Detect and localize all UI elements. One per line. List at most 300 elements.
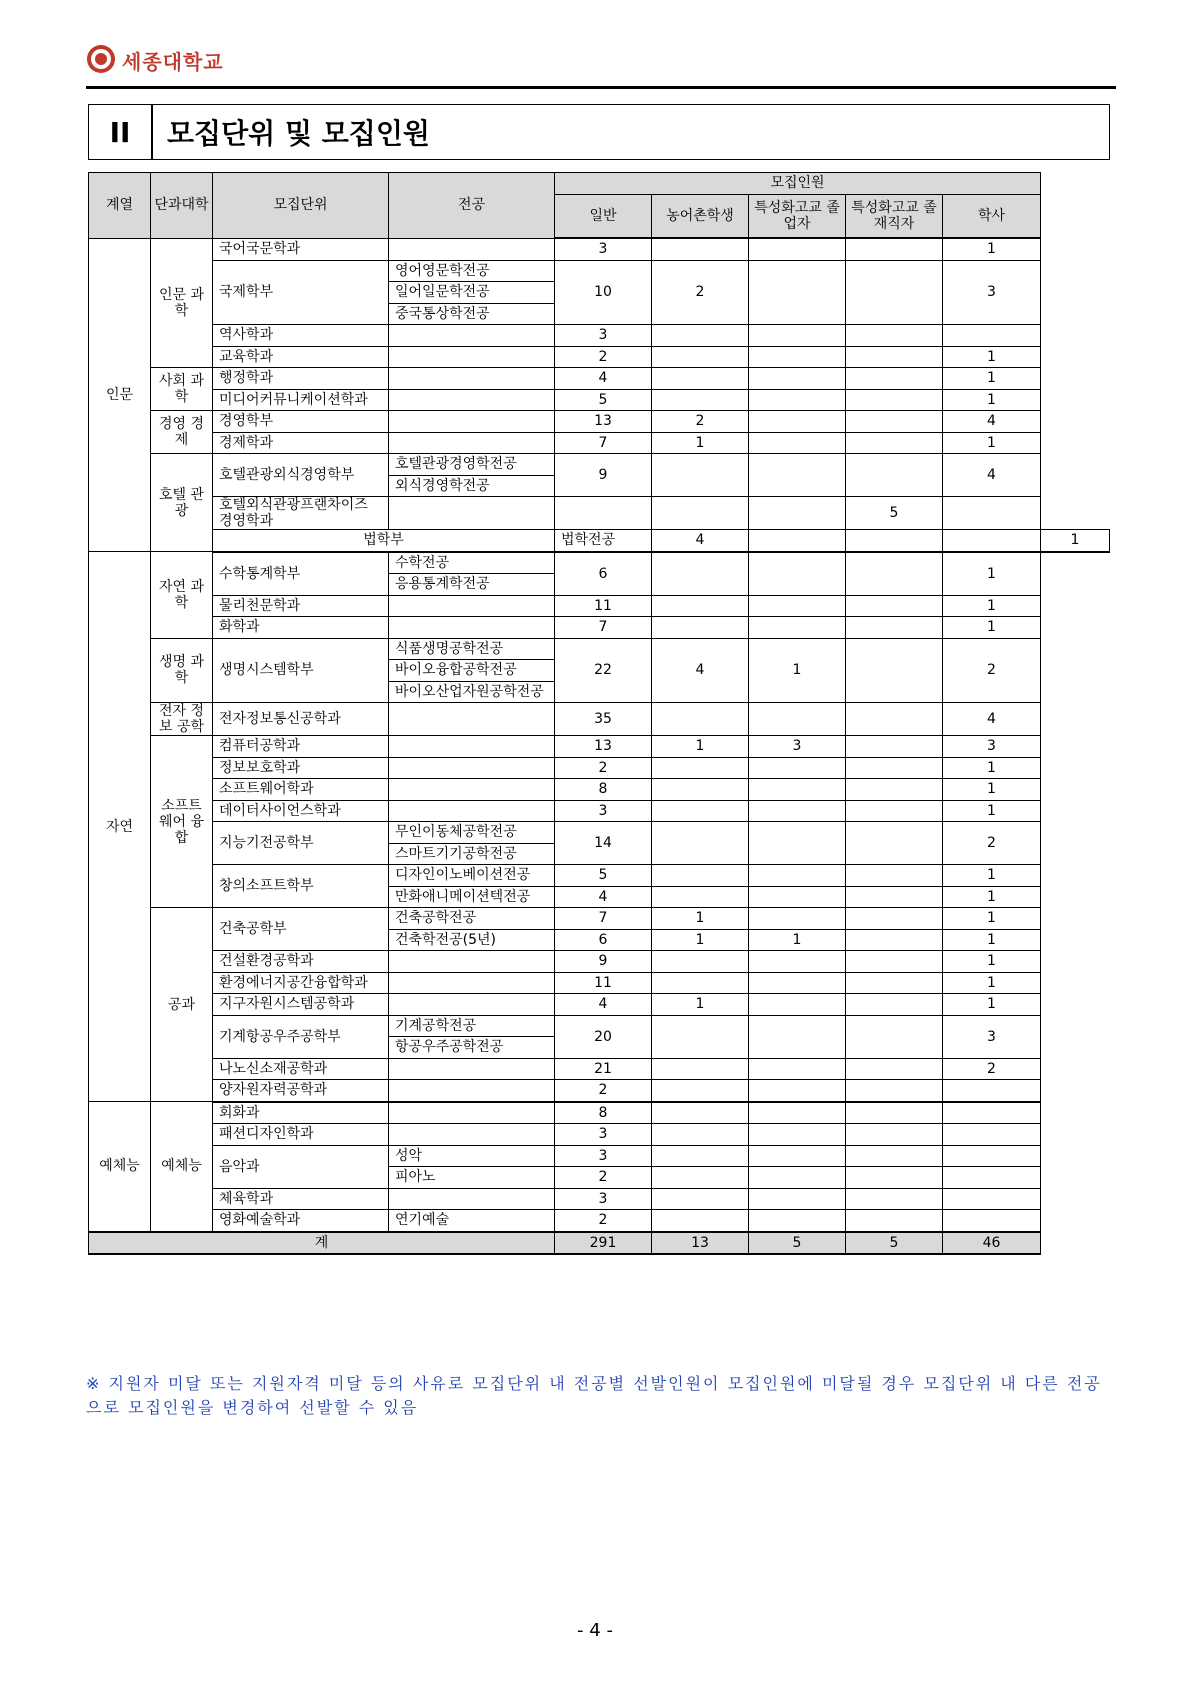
table-row [89,703,1110,736]
cell-value [846,552,943,596]
cell-value: 35 [555,703,652,736]
cell-unit: 수학통계학부 [213,552,389,596]
page-header [86,40,1116,89]
cell-major [389,325,555,347]
cell-unit: 교육학과 [213,346,389,368]
cell-value: 6 [555,929,652,951]
cell-value: 9 [555,454,652,497]
cell-value: 3 [555,1145,652,1167]
section-title: 모집단위 및 모집인원 [167,117,430,150]
cell-value: 5 [846,497,943,530]
cell-major: 디자인이노베이션전공 [389,865,555,887]
cell-value [846,757,943,779]
cell-value: 7 [555,432,652,454]
cell-major [389,972,555,994]
cell-major: 영어영문학전공 [389,260,555,282]
cell-value: 3 [943,736,1041,758]
cell-value [749,368,846,390]
cell-value [846,530,943,552]
cell-value [652,1015,749,1058]
cell-value: 1 [943,929,1041,951]
header-major: 전공 [389,173,555,239]
cell-unit: 음악과 [213,1145,389,1188]
cell-value [943,325,1041,347]
table-row [89,638,1110,660]
cell-unit: 호텔관광외식경영학부 [213,454,389,497]
cell-value [846,595,943,617]
cell-value [652,1145,749,1167]
table-row [89,497,1110,530]
cell-major: 수학전공 [389,552,555,574]
cell-value [652,779,749,801]
cell-value: 13 [555,736,652,758]
cell-unit: 지능기전공학부 [213,822,389,865]
cell-value [652,389,749,411]
university-name: 세종대학교 [122,50,224,74]
cell-value: 9 [555,951,652,973]
cell-major [389,800,555,822]
cell-unit: 체육학과 [213,1188,389,1210]
table-row [89,1210,1110,1232]
cell-value [846,411,943,433]
table-row [89,432,1110,454]
cell-value [749,1188,846,1210]
cell-unit: 물리천문학과 [213,595,389,617]
cell-value [749,1167,846,1189]
cell-value: 1 [652,736,749,758]
cell-value [943,1167,1041,1189]
cell-group: 예체능 [89,1102,151,1232]
header-col: 학사 [943,194,1041,238]
cell-value: 13 [555,411,652,433]
cell-value: 1 [943,757,1041,779]
cell-value: 1 [943,368,1041,390]
cell-unit: 경제학과 [213,432,389,454]
cell-college: 사회 과학 [151,368,213,411]
cell-unit: 소프트웨어학과 [213,779,389,801]
cell-unit: 정보보호학과 [213,757,389,779]
cell-value [652,1124,749,1146]
cell-value [652,454,749,497]
cell-value [943,1145,1041,1167]
cell-value: 8 [555,1102,652,1124]
cell-value: 2 [555,1210,652,1232]
cell-value [846,1080,943,1102]
cell-value: 4 [652,638,749,703]
cell-value [943,1210,1041,1232]
cell-major: 성악 [389,1145,555,1167]
total-value: 291 [555,1232,652,1255]
cell-major [389,1102,555,1124]
cell-value: 4 [943,454,1041,497]
cell-value: 1 [749,929,846,951]
cell-value [846,1102,943,1124]
cell-major [389,703,555,736]
cell-value [749,908,846,930]
cell-major [389,617,555,639]
cell-value [652,497,749,530]
table-row [89,454,1110,476]
table-row [89,552,1110,574]
cell-unit: 나노신소재공학과 [213,1058,389,1080]
cell-value: 2 [555,757,652,779]
cell-value: 1 [943,800,1041,822]
cell-unit: 패션디자인학과 [213,1124,389,1146]
cell-value: 1 [943,389,1041,411]
cell-value: 5 [555,389,652,411]
table-row [89,1188,1110,1210]
cell-unit: 양자원자력공학과 [213,1080,389,1102]
header-recruit: 모집인원 [555,173,1041,195]
cell-college: 경영 경제 [151,411,213,454]
cell-value: 1 [943,908,1041,930]
cell-value: 10 [555,260,652,325]
cell-value [943,1124,1041,1146]
cell-value [652,238,749,260]
university-seal-icon [86,44,116,74]
table-row [89,779,1110,801]
cell-major: 법학전공 [555,530,652,552]
cell-value [652,972,749,994]
cell-value [846,994,943,1016]
cell-value: 1 [943,238,1041,260]
cell-value [555,497,652,530]
table-row [89,822,1110,844]
cell-major [389,238,555,260]
table-row [89,972,1110,994]
cell-value [749,260,846,325]
cell-value [749,972,846,994]
cell-major: 항공우주공학전공 [389,1037,555,1059]
table-row [89,757,1110,779]
cell-value [846,929,943,951]
table-row [89,736,1110,758]
cell-value: 22 [555,638,652,703]
cell-value: 2 [652,411,749,433]
cell-value [749,822,846,865]
cell-value [652,951,749,973]
cell-value: 1 [943,346,1041,368]
cell-value: 2 [555,346,652,368]
cell-value [652,552,749,596]
cell-value [943,1188,1041,1210]
page-number: - 4 - [577,1620,613,1641]
cell-value [749,951,846,973]
cell-major: 스마트기기공학전공 [389,843,555,865]
cell-major: 외식경영학전공 [389,475,555,497]
section-title-box [88,104,1110,160]
cell-value: 2 [555,1167,652,1189]
cell-major: 응용통계학전공 [389,574,555,596]
cell-value [749,886,846,908]
cell-value [846,1210,943,1232]
cell-major: 만화애니메이션텍전공 [389,886,555,908]
cell-value: 1 [943,432,1041,454]
table-row [89,800,1110,822]
cell-value: 1 [652,994,749,1016]
cell-value [749,779,846,801]
cell-value [749,1124,846,1146]
cell-major [389,757,555,779]
cell-value: 3 [749,736,846,758]
cell-college: 호텔 관광 [151,454,213,552]
cell-value [652,822,749,865]
cell-major [389,1124,555,1146]
cell-value [846,325,943,347]
cell-major [389,389,555,411]
cell-value [749,703,846,736]
cell-value: 2 [943,638,1041,703]
cell-value: 11 [555,595,652,617]
cell-value [846,736,943,758]
table-row [89,1145,1110,1167]
cell-value [749,1210,846,1232]
table-row [89,1015,1110,1037]
cell-value: 1 [1041,530,1110,552]
cell-value [652,325,749,347]
cell-value: 1 [652,432,749,454]
cell-value: 1 [943,972,1041,994]
cell-major: 호텔관광경영학전공 [389,454,555,476]
cell-major: 건축공학전공 [389,908,555,930]
cell-major: 바이오융합공학전공 [389,660,555,682]
table-row [89,1124,1110,1146]
cell-value: 1 [749,638,846,703]
table-row [89,595,1110,617]
cell-value [749,346,846,368]
cell-unit: 회화과 [213,1102,389,1124]
cell-value [652,886,749,908]
cell-major: 건축학전공(5년) [389,929,555,951]
cell-value [846,638,943,703]
cell-major [389,1080,555,1102]
cell-value: 1 [943,951,1041,973]
cell-value [749,411,846,433]
cell-value [749,1145,846,1167]
cell-value: 3 [555,800,652,822]
cell-college: 생명 과학 [151,638,213,703]
cell-value [846,1145,943,1167]
table-row [89,1102,1110,1124]
cell-value [652,865,749,887]
cell-value [749,994,846,1016]
cell-value: 7 [555,617,652,639]
cell-value: 1 [943,886,1041,908]
cell-college: 인문 과학 [151,238,213,368]
cell-major [389,779,555,801]
header-col: 일반 [555,194,652,238]
cell-value [652,617,749,639]
cell-group: 인문 [89,238,151,552]
cell-value [846,703,943,736]
cell-value: 1 [943,779,1041,801]
recruitment-table [88,172,1110,1255]
cell-value [652,703,749,736]
cell-major: 무인이동체공학전공 [389,822,555,844]
cell-value [846,886,943,908]
cell-value [652,757,749,779]
cell-unit: 지구자원시스템공학과 [213,994,389,1016]
cell-value: 1 [943,617,1041,639]
cell-value [846,432,943,454]
cell-college: 전자 정보 공학 [151,703,213,736]
cell-college: 자연 과학 [151,552,213,639]
table-row [89,411,1110,433]
cell-unit: 영화예술학과 [213,1210,389,1232]
table-row [89,951,1110,973]
cell-value: 1 [943,994,1041,1016]
cell-value [749,865,846,887]
cell-major [389,1058,555,1080]
cell-unit: 데이터사이언스학과 [213,800,389,822]
cell-value [846,1058,943,1080]
cell-major [389,951,555,973]
cell-unit: 역사학과 [213,325,389,347]
cell-unit: 경영학부 [213,411,389,433]
cell-value [846,346,943,368]
table-row [89,617,1110,639]
cell-major: 피아노 [389,1167,555,1189]
cell-major [389,368,555,390]
cell-value [749,1015,846,1058]
cell-value [846,617,943,639]
cell-value: 1 [943,595,1041,617]
cell-value [749,595,846,617]
cell-value: 4 [943,703,1041,736]
total-value: 5 [749,1232,846,1255]
cell-unit: 건설환경공학과 [213,951,389,973]
cell-value [846,822,943,865]
cell-major [389,1188,555,1210]
header-col: 특성화고교 졸업자 [749,194,846,238]
cell-value [846,1015,943,1058]
cell-value [846,238,943,260]
table-row [89,865,1110,887]
cell-value [652,368,749,390]
cell-major: 바이오산업자원공학전공 [389,681,555,703]
cell-value: 4 [555,886,652,908]
cell-unit: 컴퓨터공학과 [213,736,389,758]
cell-value [943,1102,1041,1124]
cell-value [652,1102,749,1124]
cell-value [652,1188,749,1210]
cell-value: 2 [943,1058,1041,1080]
cell-value [749,238,846,260]
cell-value: 1 [652,929,749,951]
table-row [89,908,1110,930]
total-value: 5 [846,1232,943,1255]
table-row [89,994,1110,1016]
cell-value [749,325,846,347]
cell-major [389,432,555,454]
cell-major [389,497,555,530]
cell-value [749,1102,846,1124]
total-row [89,1232,1110,1255]
cell-value: 1 [652,908,749,930]
cell-value [652,1058,749,1080]
cell-value: 4 [943,411,1041,433]
cell-major [389,736,555,758]
cell-value [749,1058,846,1080]
cell-value [846,779,943,801]
cell-value: 3 [555,1188,652,1210]
cell-major [389,994,555,1016]
total-value: 13 [652,1232,749,1255]
cell-major: 중국통상학전공 [389,303,555,325]
cell-value [846,1188,943,1210]
cell-value: 7 [555,908,652,930]
table-row [89,260,1110,282]
cell-value [652,1080,749,1102]
cell-value [846,865,943,887]
cell-value [846,800,943,822]
cell-unit: 국어국문학과 [213,238,389,260]
cell-value: 5 [555,865,652,887]
cell-value: 3 [555,238,652,260]
cell-value: 14 [555,822,652,865]
cell-value [749,530,846,552]
cell-value: 3 [943,1015,1041,1058]
cell-major [389,346,555,368]
cell-value [749,757,846,779]
table-row [89,346,1110,368]
cell-value [943,530,1041,552]
cell-value [749,617,846,639]
cell-value: 6 [555,552,652,596]
cell-value [652,346,749,368]
cell-value [846,908,943,930]
header-group: 계열 [89,173,151,239]
cell-value [749,552,846,596]
cell-value: 2 [555,1080,652,1102]
cell-value: 1 [943,552,1041,596]
table-row [89,1058,1110,1080]
cell-value [846,389,943,411]
cell-value [846,368,943,390]
cell-value [846,951,943,973]
header-college: 단과대학 [151,173,213,239]
cell-value [943,1080,1041,1102]
cell-value [846,972,943,994]
table-row [89,1080,1110,1102]
cell-unit: 호텔외식관광프랜차이즈 경영학과 [213,497,389,530]
cell-unit: 전자정보통신공학과 [213,703,389,736]
cell-value [652,1167,749,1189]
cell-value [749,1080,846,1102]
cell-value: 1 [943,865,1041,887]
cell-value [749,800,846,822]
cell-value [846,454,943,497]
table-row [89,389,1110,411]
cell-major [389,411,555,433]
cell-value [749,389,846,411]
cell-value [652,595,749,617]
cell-college: 예체능 [151,1102,213,1232]
cell-value [652,1210,749,1232]
cell-value: 3 [555,325,652,347]
cell-unit: 생명시스템학부 [213,638,389,703]
table-row [89,368,1110,390]
cell-value [943,497,1041,530]
cell-unit: 환경에너지공간융합학과 [213,972,389,994]
cell-unit: 국제학부 [213,260,389,325]
cell-unit: 미디어커뮤니케이션학과 [213,389,389,411]
cell-value [749,432,846,454]
cell-value [846,1167,943,1189]
cell-value [749,454,846,497]
cell-value [846,260,943,325]
header-unit: 모집단위 [213,173,389,239]
